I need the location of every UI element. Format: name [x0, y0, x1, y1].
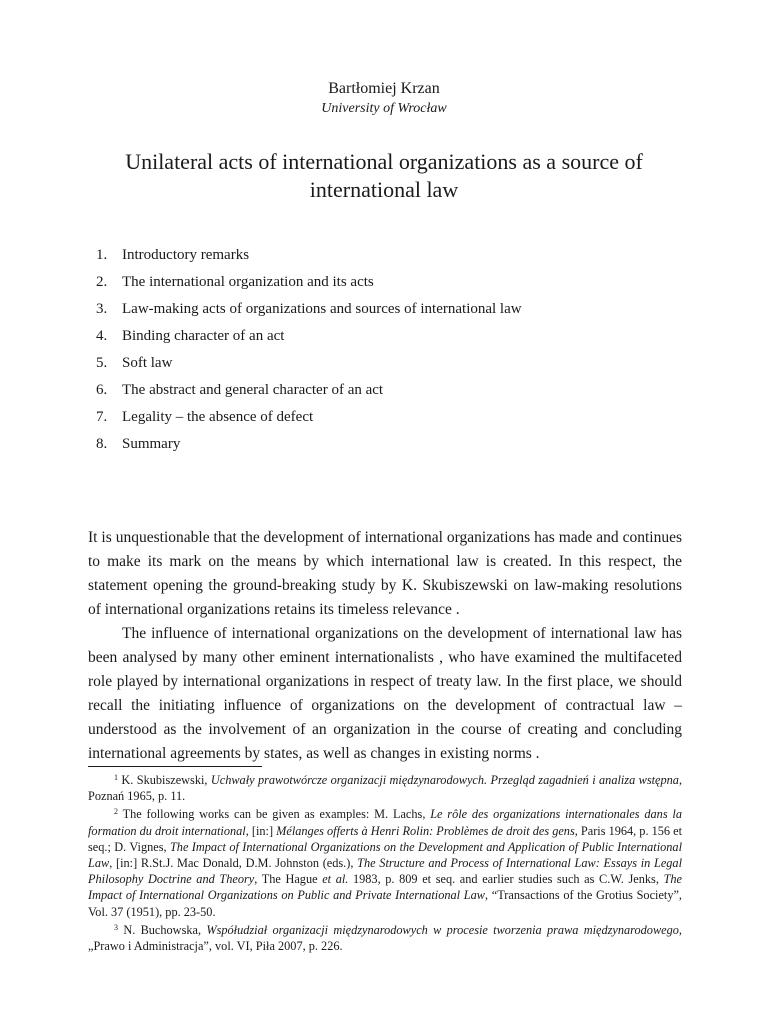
- body-paragraph: The influence of international organizations on the development of international law has been analysed by many other eminent internationalists , who have examined the multifaceted role played by international organizations in respect of treaty law. In the first place, we should recall the initiating influence of organizations on the development of contractual law – understood as the involvement of an organization in the course of creating and concluding international agreements by states, as well as changes in existing norms .: [88, 625, 682, 762]
- footnote-text: 1983, p. 809 et seq. and earlier studies such as C.W. Jenks,: [348, 872, 664, 887]
- footnote-3: [88, 920, 682, 954]
- footnote-title: Le rôle des organizations internationales dans la formation du droit international: [88, 807, 682, 838]
- toc-item: [96, 298, 696, 325]
- footnote-title: The Impact of International Organizations on the Development and Application of Public International Law: [88, 839, 682, 871]
- toc-item: [96, 433, 696, 460]
- footnote-title: The Structure and Process of International Law: Essays in Legal Philosophy Doctrine and Theory: [88, 856, 682, 887]
- toc-item: [96, 244, 696, 271]
- body-text: [88, 526, 682, 766]
- footnote-mark: 1: [114, 773, 118, 782]
- footnote-title: et al.: [322, 872, 349, 887]
- toc-item-number: 8.: [96, 436, 108, 452]
- toc-item-number: 4.: [96, 328, 108, 344]
- footnote-text: K. Skubiszewski,: [121, 773, 211, 787]
- paper-title: Unilateral acts of international organizations as a source of international law: [125, 149, 643, 202]
- footnotes: [88, 770, 682, 954]
- toc-item-number: 2.: [96, 274, 108, 290]
- body-paragraph: It is unquestionable that the development of international organizations has made and continues to make its mark on the means by which international law is created. In this respect, the statement opening the ground-breaking study by K. Skubiszewski on law-making resolutions of international organizations retains its timeless relevance .: [88, 529, 682, 618]
- footnote-text: N. Buchowska,: [123, 922, 207, 937]
- toc-item: [96, 352, 696, 379]
- footnote-mark: 2: [114, 807, 118, 817]
- footnote-2: [88, 804, 682, 919]
- toc-item-number: 3.: [96, 301, 108, 317]
- toc-item: [96, 325, 696, 352]
- author-affiliation: University of Wrocław: [321, 101, 447, 116]
- footnote-1: [88, 770, 682, 804]
- footnote-title: Mélanges offerts à Henri Rolin: Problèmes de droit des gens: [276, 823, 575, 838]
- toc-item-label: Binding character of an act: [122, 328, 285, 344]
- footnote-separator: [88, 766, 262, 767]
- footnote-title: Współudział organizacji międzynarodowych w procesie tworzenia prawa międzynarodowego: [206, 922, 679, 937]
- toc-item: [96, 379, 696, 406]
- toc-item-label: Law-making acts of organizations and sources of international law: [122, 301, 522, 317]
- toc-item-label: The international organization and its acts: [122, 274, 374, 290]
- toc-item-number: 5.: [96, 355, 108, 371]
- footnote-text: , [in:] R.St.J. Mac Donald, D.M. Johnston (eds.),: [109, 856, 358, 871]
- footnote-text: , [in:]: [245, 823, 277, 838]
- footnote-text: , Paris 1964, p. 156 et seq.; D. Vignes,: [88, 823, 683, 854]
- footnote-text: , Poznań 1965, p. 11.: [88, 773, 683, 804]
- toc-item-label: Soft law: [122, 355, 173, 371]
- toc-item-label: Legality – the absence of defect: [122, 409, 314, 425]
- footnote-title: The Impact of International Organizations on Public and Private International Law: [88, 872, 683, 903]
- footnote-text: , “Transactions of the Grotius Society”, Vol. 37 (1951), pp. 23-50.: [88, 888, 683, 919]
- footnote-text: The following works can be given as examples: M. Lachs,: [122, 807, 431, 822]
- toc-item: [96, 406, 696, 433]
- footnote-text: , The Hague: [254, 872, 323, 887]
- toc-item-number: 6.: [96, 382, 108, 398]
- footnote-title: Uchwały prawotwórcze organizacji międzynarodowych. Przegląd zagadnień i analiza wstępna: [210, 773, 679, 787]
- toc-item-label: Summary: [122, 436, 181, 452]
- footnote-text: , „Prawo i Administracja”, vol. VI, Piła 2007, p. 226.: [88, 922, 682, 954]
- toc-item-label: Introductory remarks: [122, 247, 250, 263]
- table-of-contents: [96, 244, 696, 460]
- author-name: Bartłomiej Krzan: [328, 80, 440, 97]
- toc-item-number: 7.: [96, 409, 108, 425]
- toc-item: [96, 271, 696, 298]
- toc-item-label: The abstract and general character of an act: [122, 382, 384, 398]
- toc-item-number: 1.: [96, 247, 108, 263]
- footnote-mark: 3: [114, 922, 118, 932]
